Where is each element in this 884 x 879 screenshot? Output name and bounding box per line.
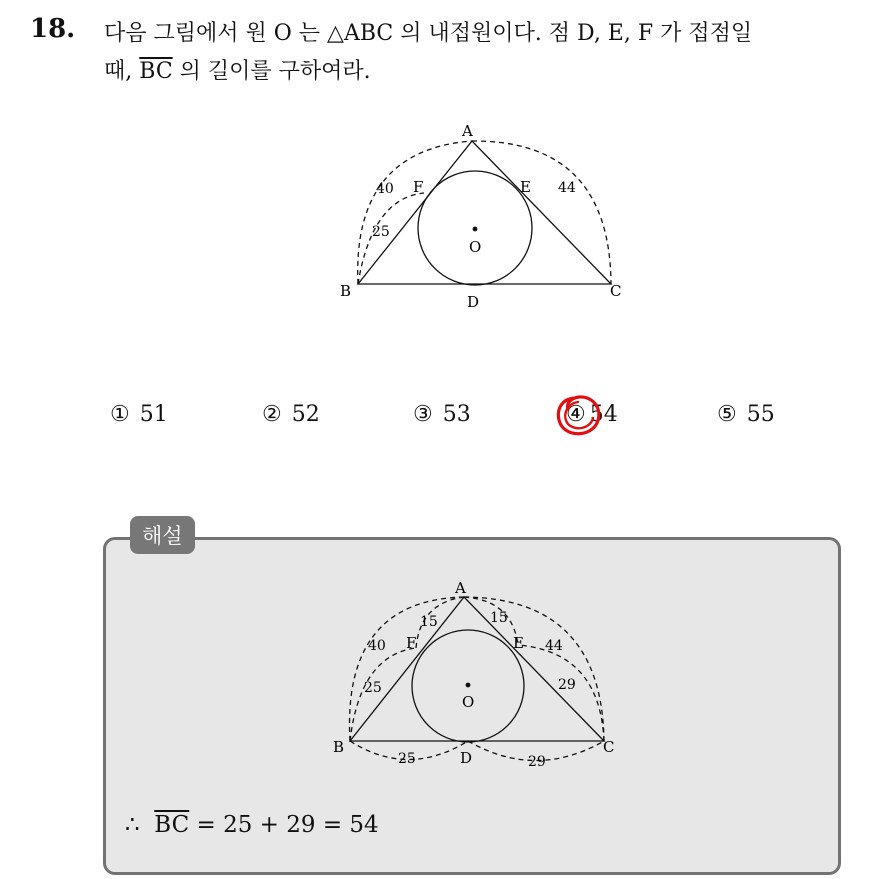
choice-3-value: 53	[442, 402, 471, 427]
length-ac: 44	[558, 180, 576, 196]
question-text-line1: 다음 그림에서 원 O 는 △ABC 의 내접원이다. 점 D, E, F 가 접점일	[104, 21, 753, 46]
length2-ac: 44	[545, 638, 563, 654]
length2-bf: 25	[364, 680, 382, 696]
therefore-symbol: ∴	[125, 812, 140, 838]
length2-dc: 29	[528, 754, 546, 770]
choice-2-value: 52	[291, 402, 320, 427]
label2-e: E	[513, 634, 524, 652]
label2-f: F	[406, 634, 417, 652]
label-a: A	[462, 122, 473, 140]
choice-4-number: ④	[566, 402, 586, 427]
label-o: O	[469, 238, 482, 256]
label2-b: B	[333, 738, 345, 756]
length2-af: 15	[420, 614, 438, 630]
triangle-abc-2	[350, 597, 604, 741]
solution-conclusion	[125, 812, 379, 838]
conclusion-segment-bc: $\overline{BC}$	[154, 812, 190, 838]
choice-4-value: 54	[589, 402, 618, 427]
choice-2-number: ②	[262, 402, 282, 427]
length2-ae: 15	[490, 610, 508, 626]
label2-d: D	[460, 749, 473, 767]
label-b: B	[340, 282, 352, 300]
length2-bd: 25	[398, 751, 416, 767]
choice-3-number: ③	[413, 402, 433, 427]
conclusion-expression: = 25 + 29 = 54	[189, 812, 379, 838]
choice-1-number: ①	[110, 402, 130, 427]
choice-5-number: ⑤	[717, 402, 737, 427]
center-point-o-2	[466, 683, 471, 688]
label-d: D	[467, 293, 480, 311]
length-bf: 25	[372, 224, 390, 240]
label-e: E	[520, 178, 531, 196]
length-ab: 40	[376, 181, 394, 197]
choice-1-value: 51	[139, 402, 168, 427]
length2-ab: 40	[368, 638, 386, 654]
arc-bf-25-2	[350, 648, 416, 741]
length2-ce: 29	[558, 677, 576, 693]
choice-5-value: 55	[746, 402, 775, 427]
arc-ce-29-2	[518, 645, 604, 741]
question-number: 18.	[30, 14, 76, 44]
label2-a: A	[455, 579, 466, 597]
label-c: C	[610, 282, 622, 300]
solution-tag: 해설	[130, 516, 195, 554]
label-f: F	[413, 178, 424, 196]
label2-c: C	[603, 738, 615, 756]
question-text-suffix: 의 길이를 구하여라.	[172, 59, 371, 84]
label2-o: O	[462, 693, 475, 711]
segment-bc: $\overline{BC}$	[139, 59, 173, 84]
question-text-prefix: 때,	[104, 59, 140, 84]
